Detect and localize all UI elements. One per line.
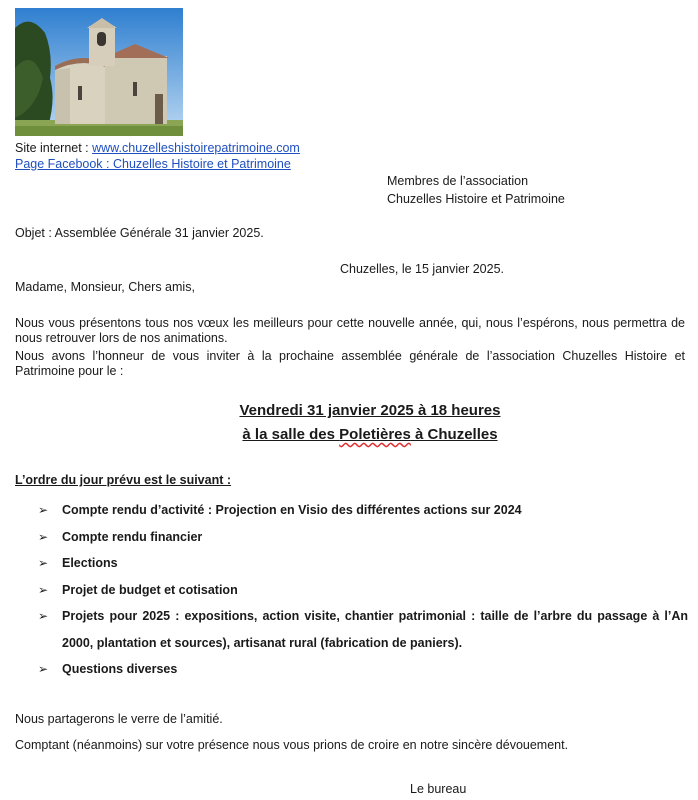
agenda-item-text: Projets pour 2025 : expositions, action visite, chantier patrimonial : taille de l’arbre du passage à l’An 2000, plantation et sources), artisanat rural (fabrication de paniers). xyxy=(62,609,688,650)
event-place-name: Poletières xyxy=(339,426,411,443)
website-link[interactable]: www.chuzelleshistoirepatrimoine.com xyxy=(92,141,300,155)
recipient-block xyxy=(387,172,565,208)
event-place-line xyxy=(0,426,698,443)
arrow-bullet-icon: ➢ xyxy=(38,582,49,597)
agenda-item-text: Elections xyxy=(62,556,118,570)
website-line xyxy=(15,141,300,155)
agenda-list xyxy=(38,497,688,683)
paragraph-invitation: Nous avons l’honneur de vous inviter à la prochaine assemblée générale de l’association Chuzelles Histoire et Patrimoine pour le : xyxy=(15,349,685,378)
recipient-line-1: Membres de l’association xyxy=(387,174,529,188)
agenda-item-text: Compte rendu financier xyxy=(62,529,203,544)
arrow-bullet-icon: ➢ xyxy=(38,529,49,544)
place-date: Chuzelles, le 15 janvier 2025. xyxy=(340,262,504,276)
agenda-title: L’ordre du jour prévu est le suivant : xyxy=(15,473,232,487)
chapel-photo xyxy=(15,8,183,136)
closing-devotion: Comptant (néanmoins) sur votre présence nous vous prions de croire en notre sincère dévouement. xyxy=(15,738,569,752)
agenda-item xyxy=(38,577,688,604)
agenda-item xyxy=(38,497,688,524)
arrow-bullet-icon: ➢ xyxy=(38,556,49,570)
arrow-bullet-icon: ➢ xyxy=(38,503,49,517)
closing-friendship: Nous partagerons le verre de l’amitié. xyxy=(15,712,223,726)
event-place-prefix: à la salle des xyxy=(242,426,340,443)
greeting: Madame, Monsieur, Chers amis, xyxy=(15,280,195,294)
recipient-line-2: Chuzelles Histoire et Patrimoine xyxy=(387,192,565,206)
agenda-item xyxy=(38,550,688,577)
agenda-item-text: Questions diverses xyxy=(62,662,178,676)
agenda-item-text: Compte rendu d’activité : Projection en Visio des différentes actions sur 2024 xyxy=(62,503,522,517)
agenda-item xyxy=(38,656,688,683)
subject-line: Objet : Assemblée Générale 31 janvier 2025. xyxy=(15,226,264,240)
event-place-suffix: à Chuzelles xyxy=(410,426,498,443)
facebook-link[interactable]: Page Facebook : Chuzelles Histoire et Patrimoine xyxy=(15,157,291,171)
website-label: Site internet : xyxy=(15,141,93,155)
agenda-item xyxy=(38,524,688,551)
chapel-image xyxy=(15,8,183,136)
agenda-item xyxy=(38,603,688,656)
arrow-bullet-icon: ➢ xyxy=(38,662,49,676)
paragraph-wishes: Nous vous présentons tous nos vœux les meilleurs pour cette nouvelle année, qui, nous l’espérons, nous permettra de nous retrouver lors de nos animations. xyxy=(15,316,685,345)
arrow-bullet-icon: ➢ xyxy=(38,609,49,623)
agenda-item-text: Projet de budget et cotisation xyxy=(62,582,238,597)
event-date-line: Vendredi 31 janvier 2025 à 18 heures xyxy=(239,402,501,419)
facebook-line xyxy=(15,157,291,171)
signature: Le bureau xyxy=(410,782,467,796)
